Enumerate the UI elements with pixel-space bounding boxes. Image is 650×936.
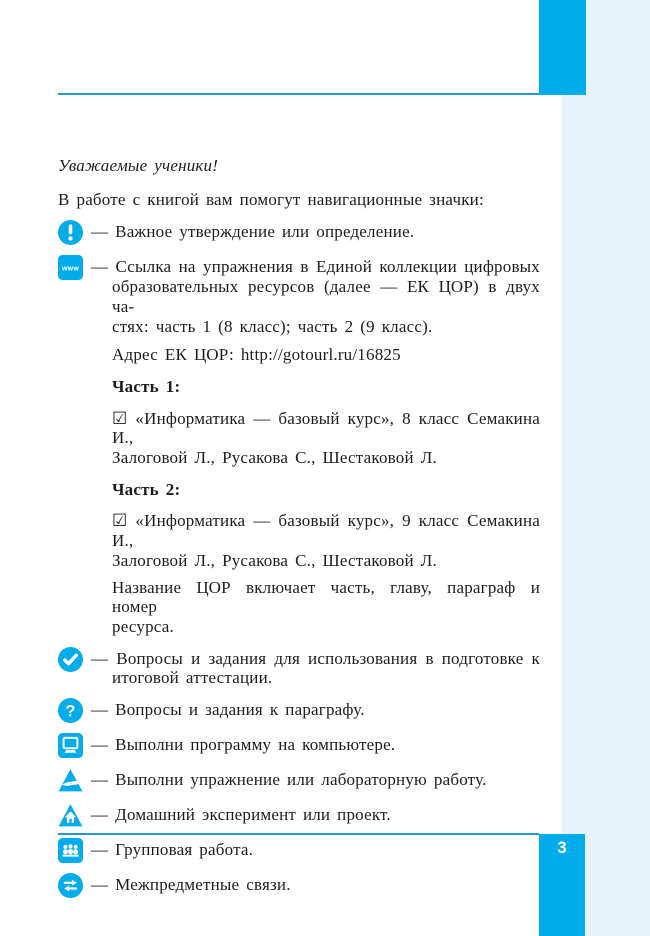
intro-line: В работе с книгой вам помогут навигационные значки: <box>58 189 484 209</box>
legend-item-text: — Выполни программу на компьютере. <box>91 735 396 755</box>
www-icon <box>58 255 83 280</box>
part-2-book: ☑ «Информатика — базовый курс», 9 класс Семакина И., Залоговой Л., Русакова С., Шестаковой Л. <box>112 511 540 570</box>
computer-icon <box>58 733 83 758</box>
legend-item-computer <box>58 733 540 758</box>
part-2-heading: Часть 2: <box>112 479 181 499</box>
top-corner-tab <box>539 0 586 95</box>
question-icon <box>58 698 83 723</box>
interdisciplinary-icon <box>58 873 83 898</box>
page-number: 3 <box>557 838 567 857</box>
legend-item-home-experiment <box>58 803 540 828</box>
legend-item-interdisciplinary <box>58 873 540 898</box>
group-work-icon <box>58 838 83 863</box>
legend-item-text: — Вопросы и задания к параграфу. <box>91 700 365 720</box>
legend-item-text: — Домашний эксперимент или проект. <box>91 805 391 825</box>
legend-item-text: — Групповая работа. <box>91 840 254 860</box>
exam-check-icon <box>58 647 83 672</box>
legend-item-www <box>58 255 540 636</box>
legend-item-exam <box>58 647 540 688</box>
page-content <box>58 95 540 908</box>
legend-item-text: — Ссылка на упражнения в Единой коллекции цифровых образовательных ресурсов (далее — ЕК ЦОР) в двух ча- стях: часть 1 (8 класс); часть 2 (9 класс). <box>91 257 540 336</box>
svg-text:?: ? <box>65 702 76 721</box>
legend-item-text: — Выполни упражнение или лабораторную работу. <box>91 770 487 790</box>
legend-item-text: — Вопросы и задания для использования в подготовке к итоговой аттестации. <box>91 648 540 688</box>
important-icon <box>58 220 83 245</box>
greeting: Уважаемые ученики! <box>58 156 219 175</box>
home-experiment-icon <box>58 803 83 828</box>
part-1-book: ☑ «Информатика — базовый курс», 8 класс Семакина И., Залоговой Л., Русакова С., Шестаковой Л. <box>112 408 540 468</box>
legend-item-group-work <box>58 838 540 863</box>
legend-item-important <box>58 220 540 245</box>
legend <box>58 220 540 898</box>
ek-cor-address: Адрес ЕК ЦОР: http://gotourl.ru/16825 <box>112 345 401 365</box>
part-1-heading: Часть 1: <box>112 376 181 396</box>
legend-item-text: — Межпредметные связи. <box>91 875 291 895</box>
right-band <box>562 0 650 936</box>
legend-item-question <box>58 698 540 723</box>
cor-name-note: Название ЦОР включает часть, главу, параграф и номер ресурса. <box>112 577 540 636</box>
legend-item-exercise <box>58 768 540 793</box>
bottom-corner-tab <box>539 834 585 936</box>
www-icon-label: www <box>62 266 79 274</box>
legend-item-text: — Важное утверждение или определение. <box>91 222 415 242</box>
exercise-icon <box>58 768 83 793</box>
